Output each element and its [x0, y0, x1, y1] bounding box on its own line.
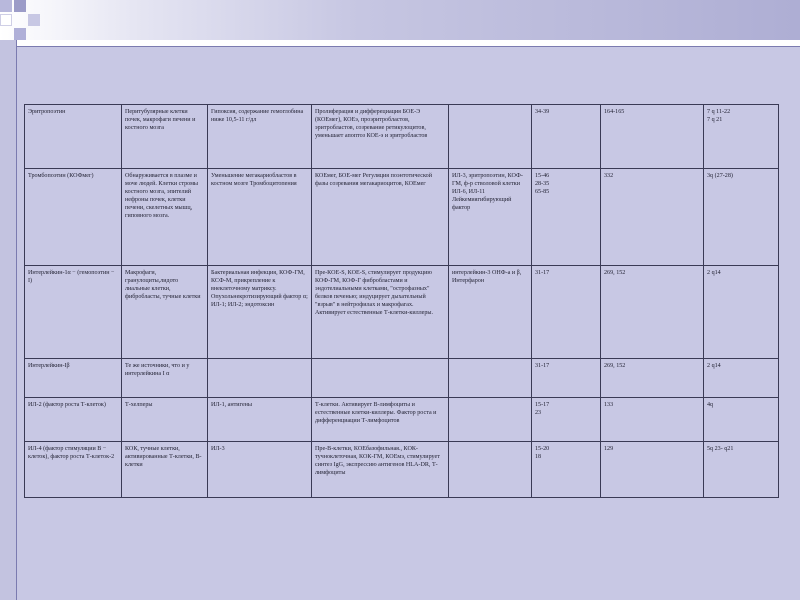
cell-chromosome: 2 q14	[704, 266, 779, 359]
cell-kda: 15-46 28-35 65-85	[532, 169, 601, 266]
cell-inducer: Бактериальная инфекция, КОФ-ГМ, КСФ-М, прикрепление к внеклеточному матриксу. Опухольнекротизирующий фактор α; ИЛ-1; ИЛ-2; эндотоксин	[208, 266, 312, 359]
cell-name: ИЛ-2 (фактор роста Т-клеток)	[25, 398, 122, 442]
table-row	[25, 442, 779, 498]
cytokine-table	[24, 104, 779, 498]
cell-name: Интерлейкин-Iβ	[25, 359, 122, 398]
cell-inducer: ИЛ-1, антигены	[208, 398, 312, 442]
table-row	[25, 266, 779, 359]
cell-function: Пре-КОЕ-S, КОЕ-S, стимулирует продукцию КОФ-ГМ, КОФ-Г фибробластами и эндотелиальными клетками, "острофазных" белков печенью; индуцирует дыхательный "взрыв" в нейтрофилах и макрофагах. Активирует естественные Т-клетки-киллеры.	[312, 266, 449, 359]
cell-chromosome: 2 q14	[704, 359, 779, 398]
cell-source: Макрофаги, гранулоциты,лидото лиальные клетки, фибробласты, тучные клетки	[122, 266, 208, 359]
cell-name: Эритропоэтин	[25, 105, 122, 169]
cell-aa: 133	[601, 398, 704, 442]
cell-source: КОК, тучные клетки, активированные Т-клетки, В-клетки	[122, 442, 208, 498]
table-row	[25, 105, 779, 169]
cell-source: Те же источники, что и у интерлейкина I α	[122, 359, 208, 398]
cell-synergist	[449, 359, 532, 398]
cell-function	[312, 359, 449, 398]
cell-source: Обнаруживается в плазме и моче людей. Клетки стромы костного мозга, эпителий нефроны почек, клетки печени, скелетных мышц, гиповного мозга.	[122, 169, 208, 266]
cell-function: Пре-В-клетки, КОЕбазофильная., КОК-тучноклеточная, КОК-ГМ, КОЕмэ, стимулирует синтез IgG, экспрессию антигенов HLA-DR, Т-лимфоциты	[312, 442, 449, 498]
cell-kda: 15-17 23	[532, 398, 601, 442]
cell-chromosome: 4q	[704, 398, 779, 442]
cell-name: Интерлейкин-1α − (гемопоэтин − I)	[25, 266, 122, 359]
slide-left-band	[0, 40, 16, 600]
left-rule	[16, 40, 17, 600]
header-rule	[16, 46, 800, 47]
decor-square	[14, 0, 26, 12]
cell-synergist	[449, 398, 532, 442]
cell-kda: 31-17	[532, 266, 601, 359]
cell-chromosome: 3q (27-28)	[704, 169, 779, 266]
table-row	[25, 169, 779, 266]
cell-inducer: Гипоксия, содержание гемоглобина ниже 10,5-11 г/дл	[208, 105, 312, 169]
cell-name: Тромбопоэтин (КОФмег)	[25, 169, 122, 266]
table-row	[25, 398, 779, 442]
cell-kda: 34-39	[532, 105, 601, 169]
cell-aa: 269, 152	[601, 359, 704, 398]
cell-aa: 332	[601, 169, 704, 266]
decor-square	[0, 14, 12, 26]
decor-square	[28, 14, 40, 26]
cell-chromosome: 5q 23- q21	[704, 442, 779, 498]
cell-source: Перитубулярные клетки почек, макрофаги печени и костного мозга	[122, 105, 208, 169]
cell-synergist: ИЛ-3, эритропоэтин, КОФ-ГМ, ф-р стволовой клетки ИЛ-6, ИЛ-11 Лейкемиягибирующий фактор	[449, 169, 532, 266]
cell-source: Т-хелперы	[122, 398, 208, 442]
cell-function: Пролиферация и дифферециация БОЕ-Э (КОЕмег), КОЕэ, проэритробластов, эритробластов, созревание ретикулоцитов, уменьшает апоптоз КОЕ-э и эритробластов	[312, 105, 449, 169]
cell-function: КОЕмег, БОЕ-мег Регуляция поэнтотической фазы созревания мегакариоцитов, КОЕмег	[312, 169, 449, 266]
table-row	[25, 359, 779, 398]
cell-synergist: интерлейкин-3 ОНФ-а и β, Интерфарон	[449, 266, 532, 359]
cell-inducer: Уменьшение мегакариобластов в костном мозге Тромбоцитопения	[208, 169, 312, 266]
cell-aa: 164-165	[601, 105, 704, 169]
cell-aa: 129	[601, 442, 704, 498]
cell-inducer: ИЛ-3	[208, 442, 312, 498]
cell-chromosome: 7 q 11-22 7 q 21	[704, 105, 779, 169]
cell-aa: 269, 152	[601, 266, 704, 359]
cell-synergist	[449, 442, 532, 498]
decor-square	[14, 28, 26, 40]
cell-kda: 15-20 18	[532, 442, 601, 498]
cell-function: Т-клетки. Активирует В-лимфоциты и естественные клетки-киллеры. Фактор роста и дифференциации Т-лимфоцитов	[312, 398, 449, 442]
cell-synergist	[449, 105, 532, 169]
cell-kda: 31-17	[532, 359, 601, 398]
cell-name: ИЛ-4 (фактор стимуляции В − клеток), фактор роста Т-клеток-2	[25, 442, 122, 498]
cell-inducer	[208, 359, 312, 398]
decor-square	[0, 0, 12, 12]
slide-top-band	[0, 0, 800, 40]
